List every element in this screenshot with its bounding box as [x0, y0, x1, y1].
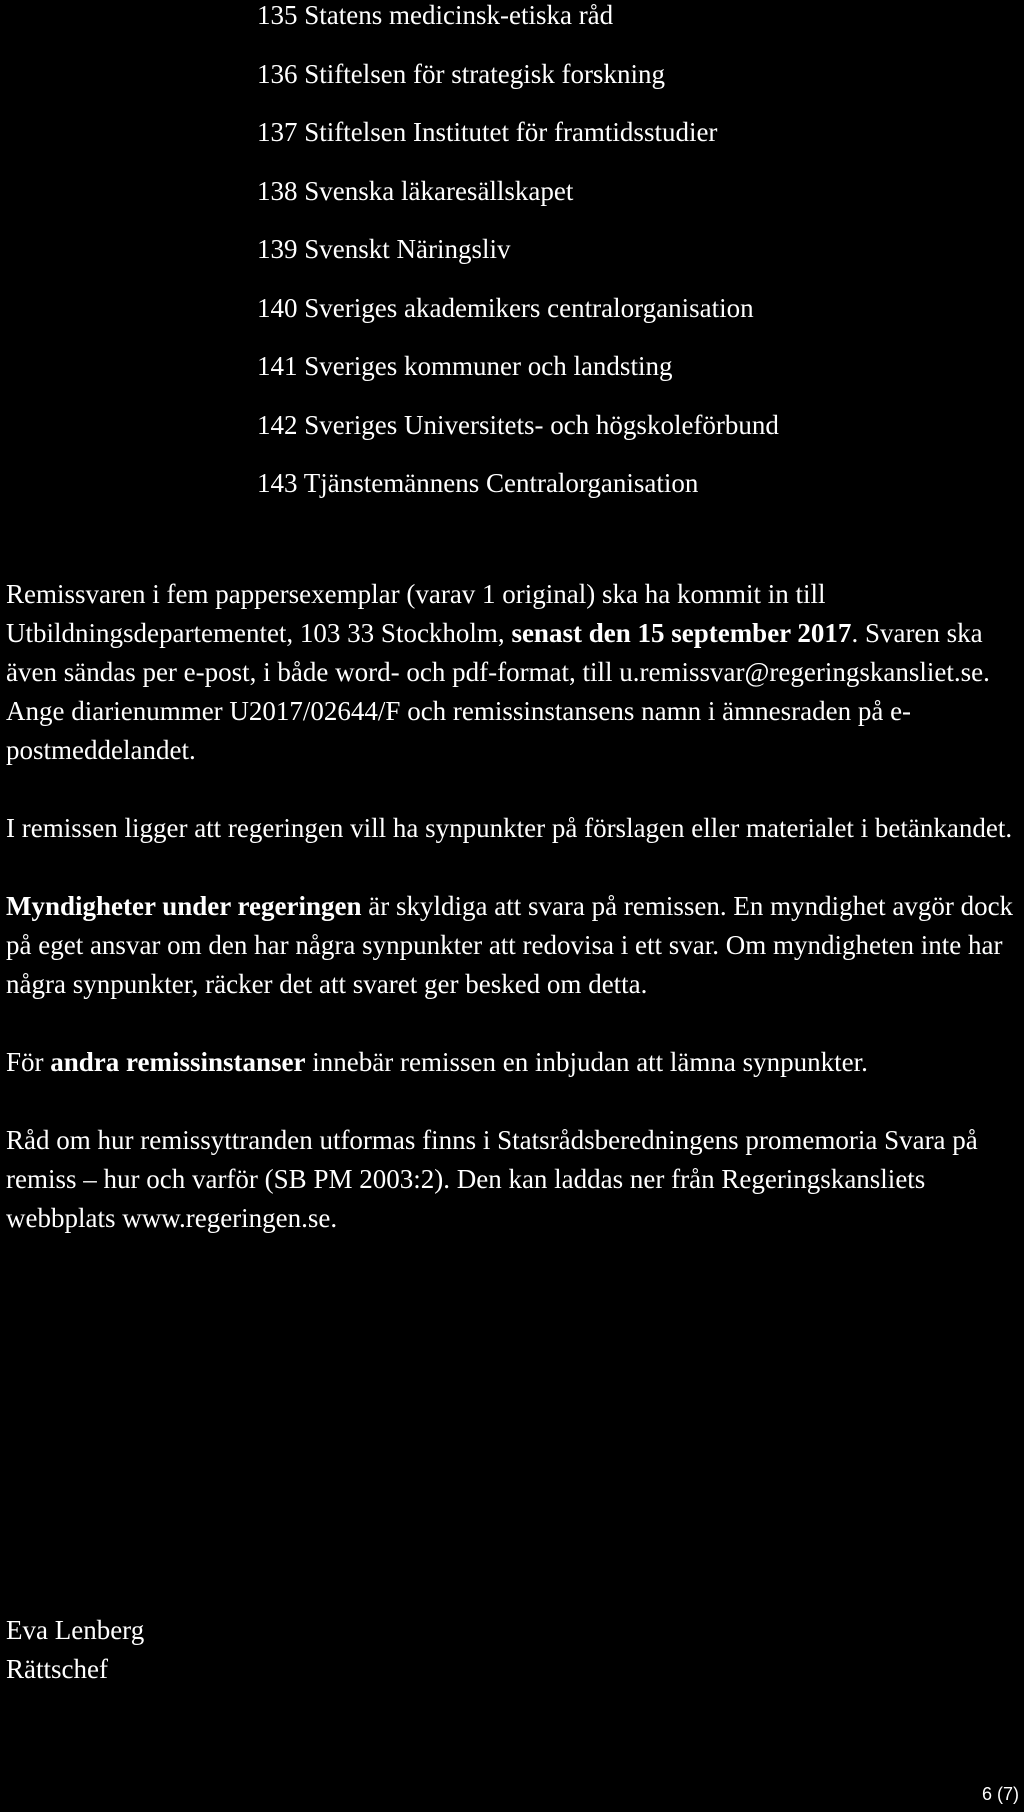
submission-text-start: Remissvaren i fem pappersexemplar (varav 1 original) ska ha kommit in till Utbildningsdepartementet, 103 33 Stockholm, — [6, 579, 826, 648]
signature-block — [6, 1611, 144, 1689]
recipient-list — [257, 0, 779, 527]
authorities-paragraph — [6, 887, 1018, 1004]
authorities-heading: Myndigheter under regeringen — [6, 891, 362, 921]
submission-text-end: . Svaren ska även sändas per e-post, i både word- och pdf-format, till u.remissvar@regeringskansliet.se. Ange diarienummer U2017/02644/F och remissinstansens namn i ämnesraden på e-postmeddelandet. — [6, 618, 990, 765]
other-bodies-prefix: För — [6, 1047, 51, 1077]
recipient-item: 142 Sveriges Universitets- och högskoleförbund — [257, 409, 779, 440]
authorities-text: är skyldiga att svara på remissen. En myndighet avgör dock på eget ansvar om den har några synpunkter att redovisa i ett svar. Om myndigheten inte har några synpunkter, räcker det att svaret ger besked om detta. — [6, 891, 1014, 999]
guidance-paragraph: Råd om hur remissyttranden utformas finns i Statsrådsberedningens promemoria Svara på remiss – hur och varför (SB PM 2003:2). Den kan laddas ner från Regeringskansliets webbplats www.regeringen.se. — [6, 1125, 978, 1233]
instructions-section — [6, 575, 1018, 1277]
recipient-item: 138 Svenska läkaresällskapet — [257, 175, 574, 206]
recipient-item: 135 Statens medicinsk-etiska råd — [257, 0, 614, 30]
recipient-item: 139 Svenskt Näringsliv — [257, 234, 511, 264]
purpose-paragraph: I remissen ligger att regeringen vill ha synpunkter på förslagen eller materialet i betänkandet. — [6, 813, 1013, 843]
signatory-name: Eva Lenberg — [6, 1615, 145, 1645]
other-bodies-heading: andra remissinstanser — [50, 1047, 306, 1077]
recipient-item: 136 Stiftelsen för strategisk forskning — [257, 58, 665, 89]
other-bodies-text: innebär remissen en inbjudan att lämna synpunkter. — [305, 1047, 868, 1077]
other-bodies-paragraph — [6, 1043, 1018, 1082]
recipient-item: 140 Sveriges akademikers centralorganisation — [257, 292, 754, 323]
recipient-item: 137 Stiftelsen Institutet för framtidsstudier — [257, 117, 718, 147]
deadline-text: senast den 15 september 2017 — [511, 618, 852, 648]
submission-paragraph — [6, 575, 1018, 770]
signatory-title: Rättschef — [6, 1654, 108, 1684]
recipient-item: 141 Sveriges kommuner och landsting — [257, 351, 673, 381]
recipient-item: 143 Tjänstemännens Centralorganisation — [257, 468, 699, 498]
page-number: 6 (7) — [981, 1784, 1019, 1804]
